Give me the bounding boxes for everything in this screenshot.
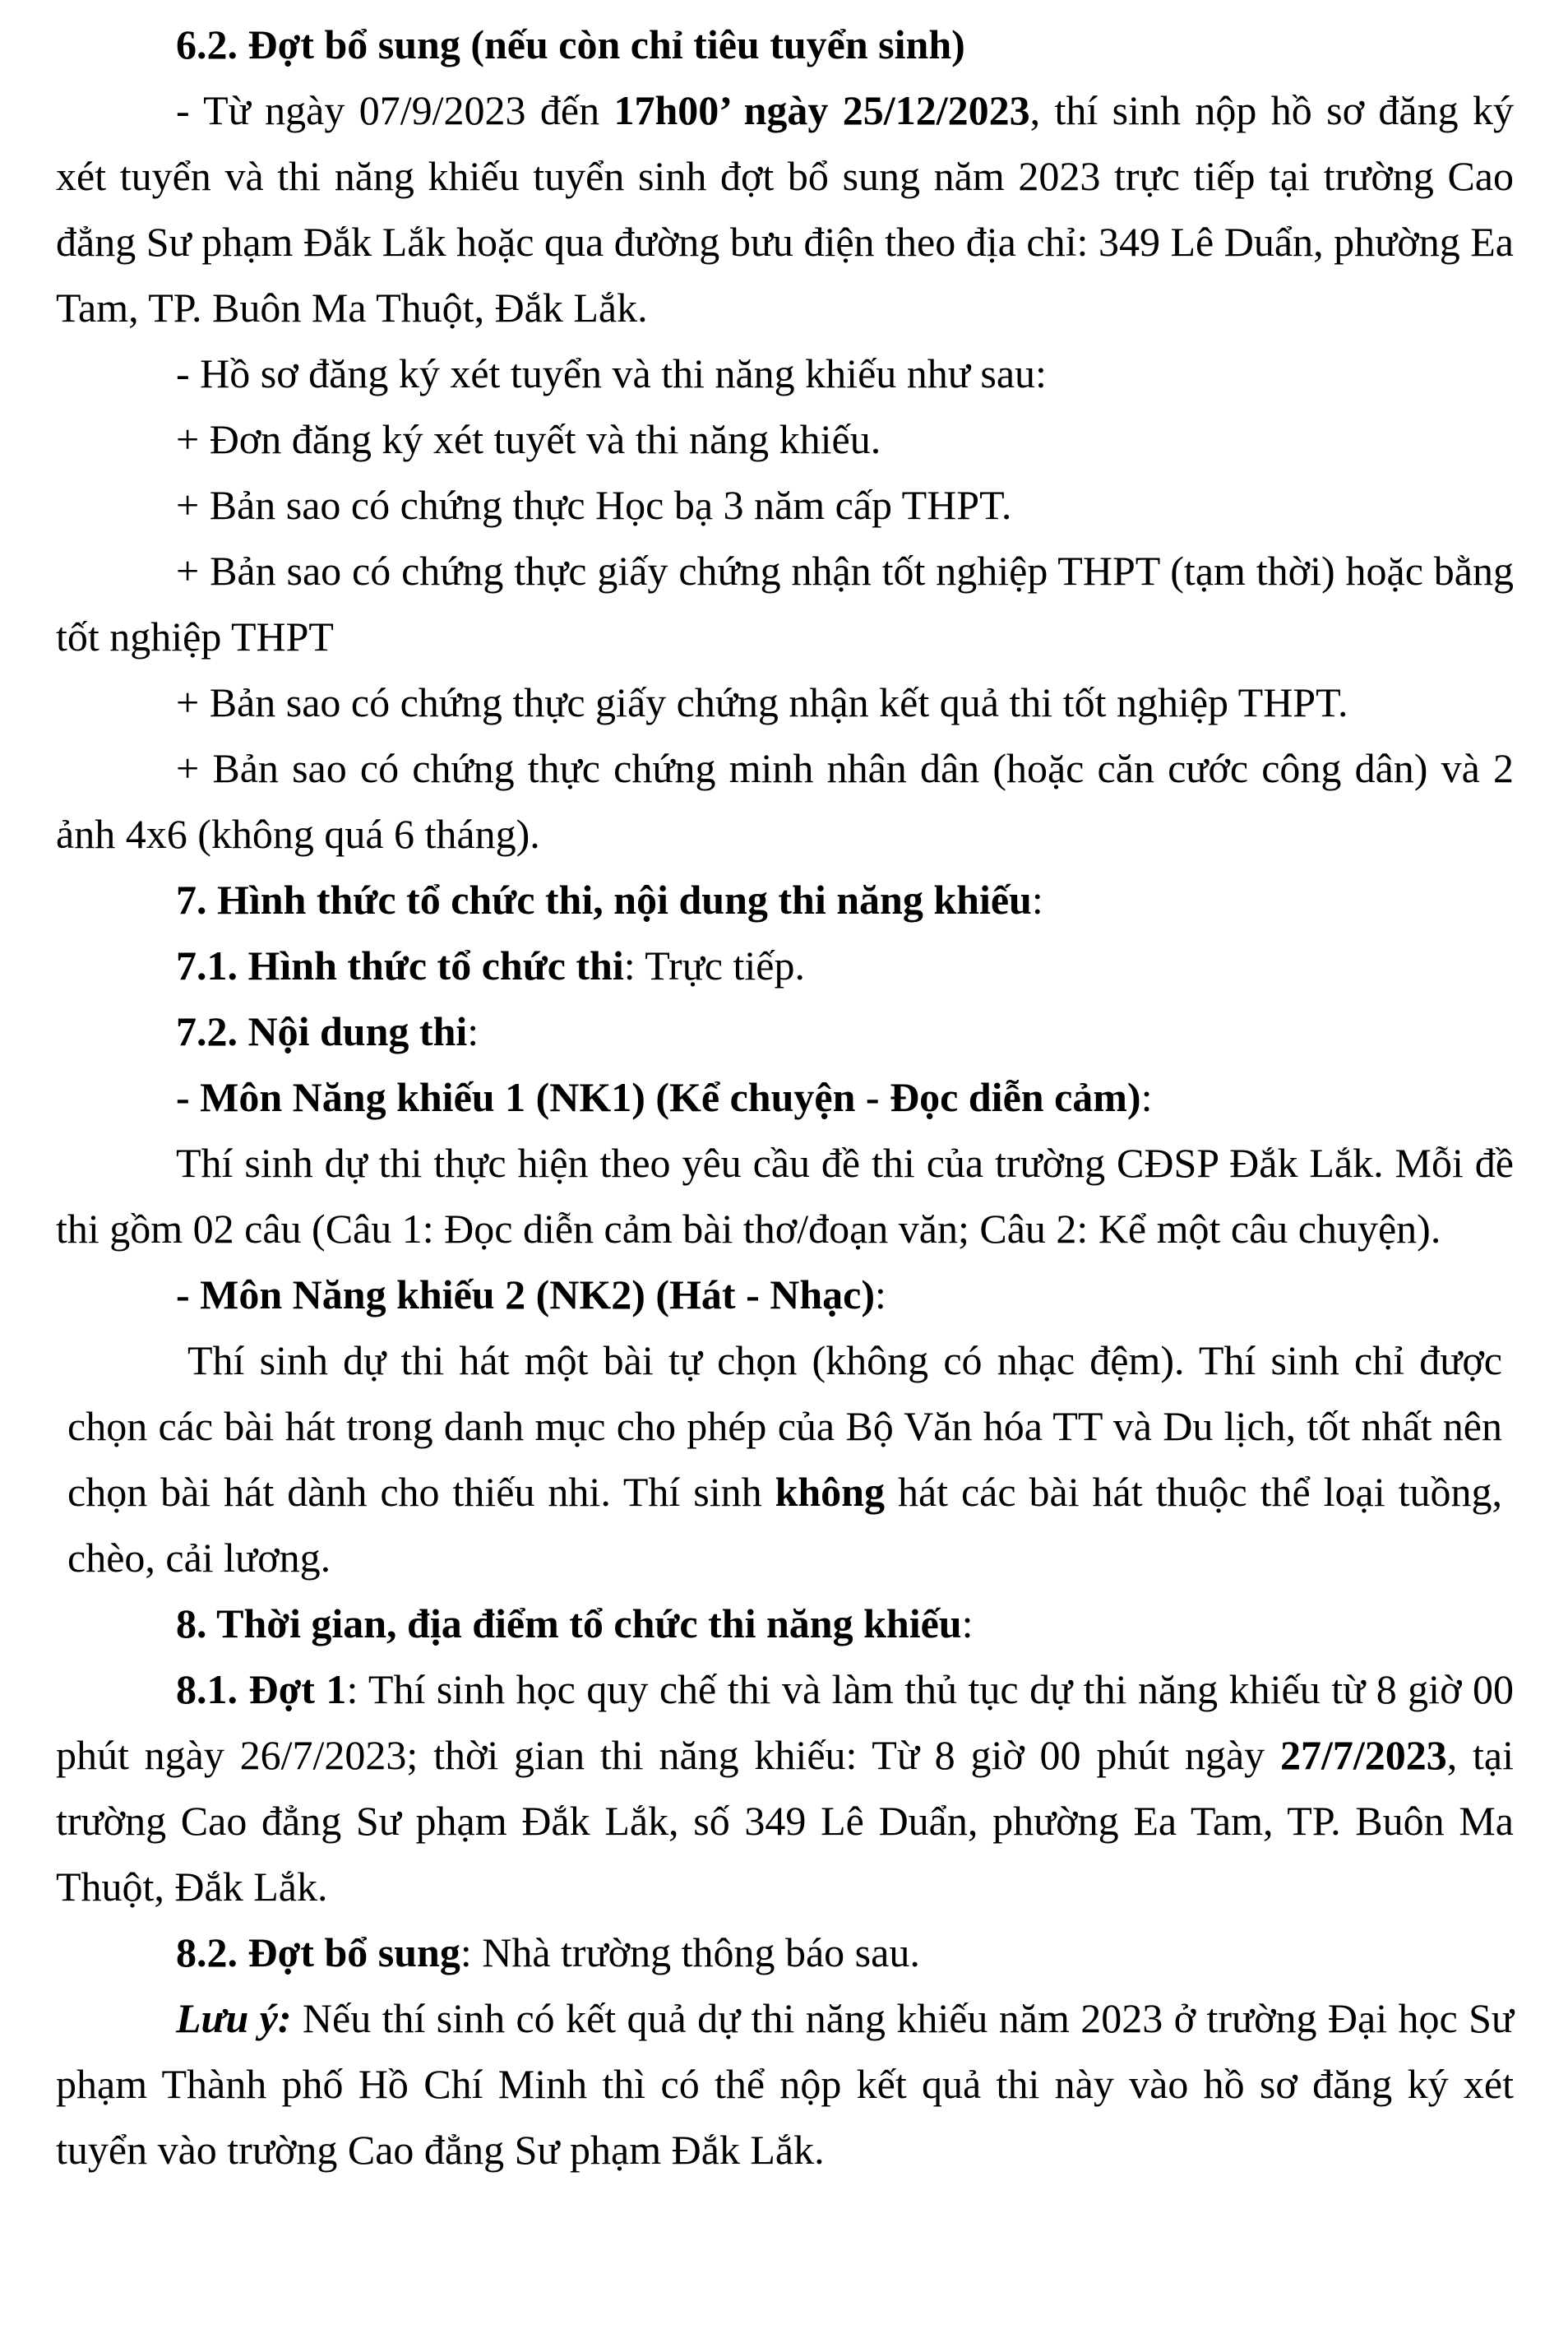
note-label: Lưu ý: <box>176 1995 292 2041</box>
section-8-2 <box>56 1919 1514 1985</box>
document-list-item <box>56 735 1514 867</box>
text-run: Thí sinh dự thi thực hiện theo yêu cầu đề thi của trường CĐSP Đắk Lắk. Mỗi đề thi gồm 02 câu (Câu 1: Đọc diễn cảm bài thơ/đoạn văn; Câu 2: Kể một câu chuyện). <box>56 1140 1514 1252</box>
nk2-heading <box>56 1262 1514 1327</box>
nk1-heading <box>56 1064 1514 1130</box>
text-run: - Từ ngày 07/9/2023 đến <box>176 87 614 133</box>
section-6-2-heading <box>56 12 1514 77</box>
nk2-paragraph <box>56 1327 1514 1591</box>
heading-text: 7. Hình thức tổ chức thi, nội dung thi năng khiếu <box>176 877 1032 923</box>
section-7-heading <box>56 867 1514 933</box>
list-item-text: + Bản sao có chứng thực giấy chứng nhận tốt nghiệp THPT (tạm thời) hoặc bằng tốt nghiệp THPT <box>56 548 1514 660</box>
heading-text: 7.1. Hình thức tổ chức thi <box>176 942 624 989</box>
section-7-2-heading <box>56 998 1514 1064</box>
list-item-text: + Bản sao có chứng thực Học bạ 3 năm cấp THPT. <box>176 482 1012 528</box>
document-list-item <box>56 472 1514 538</box>
emphasis-text: không <box>775 1469 885 1515</box>
text-run: - Hồ sơ đăng ký xét tuyển và thi năng khiếu như sau: <box>176 350 1047 396</box>
date-text: 27/7/2023 <box>1279 1732 1447 1778</box>
heading-text: 7.2. Nội dung thi <box>176 1008 468 1054</box>
section-8-1 <box>56 1656 1514 1919</box>
nk1-paragraph <box>56 1130 1514 1262</box>
text-run: Nếu thí sinh có kết quả dự thi năng khiếu năm 2023 ở trường Đại học Sư phạm Thành phố Hồ Chí Minh thì có thể nộp kết quả thi này vào hồ sơ đăng ký xét tuyển vào trường Cao đẳng Sư phạm Đắk Lắk. <box>56 1995 1514 2173</box>
text-run: : Thí sinh học quy chế thi và làm thủ tục dự thi năng khiếu từ 8 giờ 00 phút ngày 26/7/2023; thời gian thi năng khiếu: Từ 8 giờ 00 phút ngày <box>56 1666 1514 1778</box>
section-6-2-paragraph-1 <box>56 77 1514 340</box>
list-item-text: + Bản sao có chứng thực giấy chứng nhận kết quả thi tốt nghiệp THPT. <box>176 679 1348 725</box>
heading-text: 8.1. Đợt 1 <box>176 1666 347 1712</box>
note-paragraph <box>56 1985 1514 2183</box>
heading-text: - Môn Năng khiếu 2 (NK2) (Hát - Nhạc) <box>176 1271 875 1317</box>
heading-text: - Môn Năng khiếu 1 (NK1) (Kể chuyện - Đọc diễn cảm) <box>176 1074 1141 1120</box>
document-list-item <box>56 406 1514 472</box>
heading-text: 6.2. Đợt bổ sung (nếu còn chỉ tiêu tuyển sinh) <box>176 21 965 67</box>
text-run: : Trực tiếp. <box>623 942 805 989</box>
section-7-1 <box>56 933 1514 998</box>
heading-text: 8.2. Đợt bổ sung <box>176 1929 460 1975</box>
text-run: Thí sinh dự thi hát một bài tự chọn (không có nhạc đệm). Thí sinh chỉ được chọn các bài hát trong danh mục cho phép của Bộ Văn hóa TT và Du lịch, tốt nhất nên chọn bài hát dành cho thiếu nhi. Thí sinh <box>67 1337 1502 1515</box>
list-item-text: + Bản sao có chứng thực chứng minh nhân dân (hoặc căn cước công dân) và 2 ảnh 4x6 (không quá 6 tháng). <box>56 745 1514 857</box>
text-run: , thí sinh nộp hồ sơ đăng ký xét tuyển và thi năng khiếu tuyển sinh đợt bổ sung năm 2023 trực tiếp tại trường Cao đẳng Sư phạm Đắk Lắk hoặc qua đường bưu điện theo địa chỉ: 349 Lê Duẩn, phường Ea Tam, TP. Buôn Ma Thuột, Đắk Lắk. <box>56 87 1514 331</box>
section-6-2-paragraph-2 <box>56 340 1514 406</box>
list-item-text: + Đơn đăng ký xét tuyết và thi năng khiếu. <box>176 416 881 462</box>
text-run: : <box>1140 1074 1153 1120</box>
text-run: : <box>1031 877 1043 923</box>
text-run: : <box>874 1271 886 1317</box>
deadline-text: 17h00’ ngày 25/12/2023 <box>613 87 1030 133</box>
document-list-item <box>56 538 1514 669</box>
text-run: : <box>467 1008 479 1054</box>
text-run: hát các bài hát thuộc thể loại tuồng, chèo, cải lương. <box>67 1469 1502 1581</box>
text-run: : Nhà trường thông báo sau. <box>460 1929 920 1975</box>
text-run: , tại trường Cao đẳng Sư phạm Đắk Lắk, số 349 Lê Duẩn, phường Ea Tam, TP. Buôn Ma Thuột, Đắk Lắk. <box>56 1732 1514 1910</box>
document-list-item <box>56 669 1514 735</box>
heading-text: 8. Thời gian, địa điểm tổ chức thi năng khiếu <box>176 1600 962 1646</box>
text-run: : <box>961 1600 974 1646</box>
section-8-heading <box>56 1591 1514 1656</box>
